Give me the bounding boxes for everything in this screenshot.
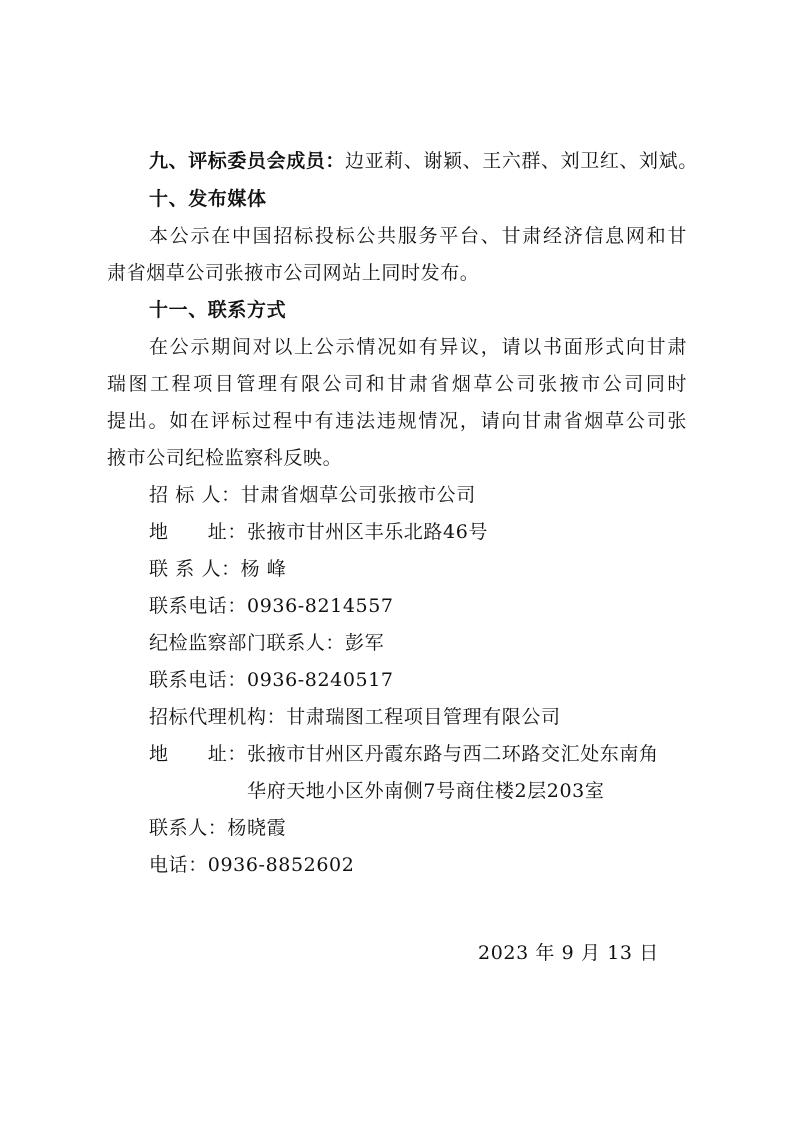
inspection-contact-line: 纪检监察部门联系人：彭军 — [149, 632, 385, 654]
agency-phone-line: 电话：0936-8852602 — [149, 854, 355, 876]
agency-contact-line: 联系人：杨晓霞 — [149, 817, 287, 839]
section11-text-line2: 瑞图工程项目管理有限公司和甘肃省烟草公司张掖市公司同时 — [107, 373, 687, 395]
tenderer-address-line: 地 址：张掖市甘州区丰乐北路46号 — [149, 521, 488, 543]
section11-heading: 十一、联系方式 — [149, 299, 287, 321]
agency-line: 招标代理机构：甘肃瑞图工程项目管理有限公司 — [149, 706, 561, 728]
section9-line — [149, 149, 698, 173]
contact-phone-line: 联系电话：0936-8214557 — [149, 595, 394, 617]
section10-text-line2: 肃省烟草公司张掖市公司网站上同时发布。 — [107, 262, 480, 284]
section11-text-line3: 提出。如在评标过程中有违法违规情况，请向甘肃省烟草公司张 — [107, 410, 687, 432]
contact-person-line: 联 系 人：杨 峰 — [149, 558, 287, 580]
section11-text-line1: 在公示期间对以上公示情况如有异议，请以书面形式向甘肃 — [149, 336, 687, 358]
section10-text-line1: 本公示在中国招标投标公共服务平台、甘肃经济信息网和甘 — [149, 225, 687, 247]
section9-members: 边亚莉、谢颖、王六群、刘卫红、刘斌。 — [345, 150, 698, 172]
section11-text-line4: 掖市公司纪检监察科反映。 — [107, 447, 343, 469]
tenderer-line: 招 标 人：甘肃省烟草公司张掖市公司 — [149, 484, 476, 506]
agency-address-line2: 华府天地小区外南侧7号商住楼2层203室 — [247, 780, 605, 802]
section9-heading: 九、评标委员会成员： — [149, 150, 346, 172]
document-date: 2023 年 9 月 13 日 — [478, 942, 659, 964]
agency-address-line1: 地 址：张掖市甘州区丹霞东路与西二环路交汇处东南角 — [149, 743, 659, 765]
section10-heading: 十、发布媒体 — [149, 188, 267, 210]
inspection-phone-line: 联系电话：0936-8240517 — [149, 669, 394, 691]
